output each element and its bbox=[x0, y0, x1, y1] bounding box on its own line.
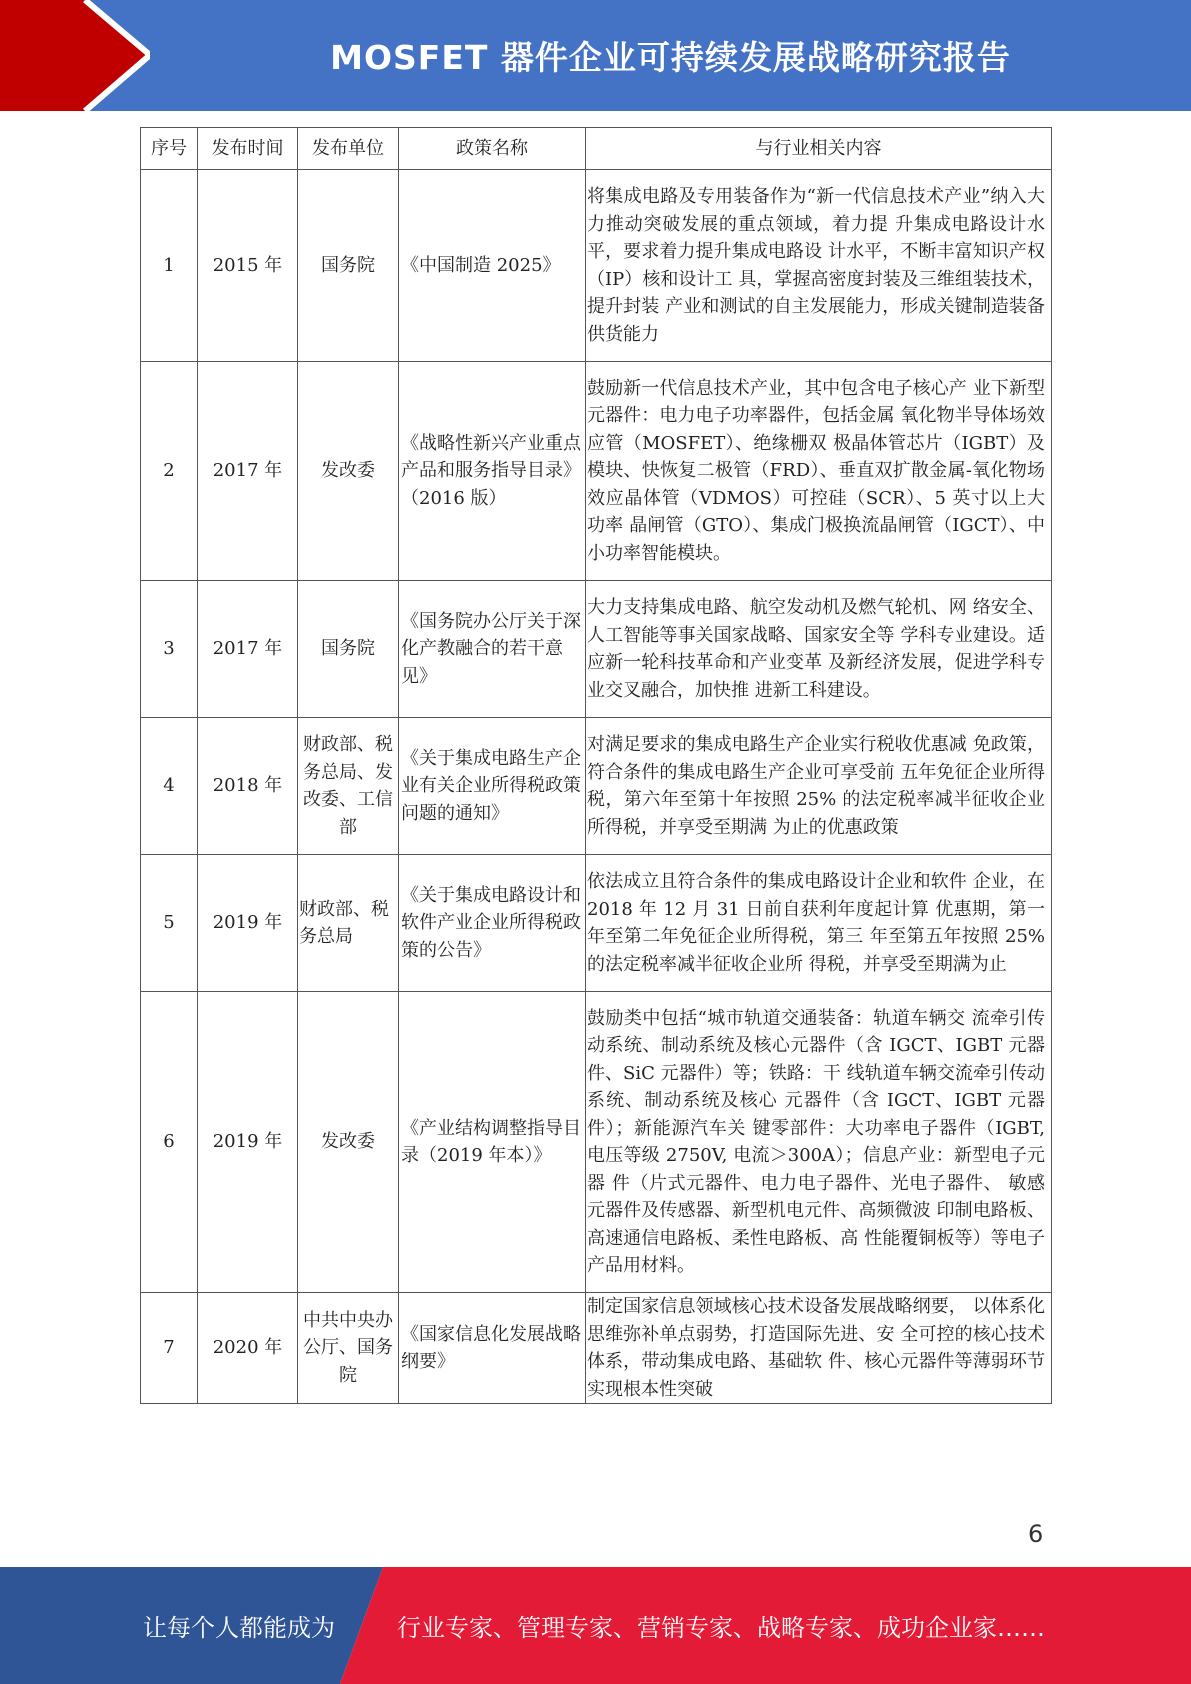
footer-banner bbox=[0, 1567, 1191, 1684]
table-row bbox=[141, 718, 1052, 855]
release-date: 2019 年 bbox=[198, 855, 298, 992]
related-content: 将集成电路及专用装备作为“新一代信息技术产业”纳入大力推动突破发展的重点领域，着力提 升集成电路设计水平，要求着力提升集成电路设 计水平，不断丰富知识产权（IP）核和设计工 具，掌握高密度封装及三维组装技术，提升封装 产业和测试的自主发展能力，形成关键制造装备 供货能力 bbox=[586, 170, 1052, 362]
page-number: 6 bbox=[1028, 1520, 1044, 1548]
release-date: 2015 年 bbox=[198, 170, 298, 362]
row-number: 3 bbox=[141, 581, 198, 718]
header-banner bbox=[0, 0, 1191, 111]
row-number: 5 bbox=[141, 855, 198, 992]
release-date: 2019 年 bbox=[198, 992, 298, 1293]
policy-name: 《中国制造 2025》 bbox=[399, 170, 586, 362]
column-header-date: 发布时间 bbox=[198, 128, 298, 170]
related-content: 大力支持集成电路、航空发动机及燃气轮机、网 络安全、人工智能等事关国家战略、国家安全等 学科专业建设。适应新一轮科技革命和产业变革 及新经济发展，促进学科专业交叉融合，加快推 进新工科建设。 bbox=[586, 581, 1052, 718]
column-header-policy-name: 政策名称 bbox=[399, 128, 586, 170]
issuing-unit: 国务院 bbox=[298, 170, 399, 362]
issuing-unit: 中共中央办公厅、国务院 bbox=[298, 1293, 399, 1404]
policy-name: 《国务院办公厅关于深化产教融合的若干意见》 bbox=[399, 581, 586, 718]
column-header-unit: 发布单位 bbox=[298, 128, 399, 170]
policy-name: 《关于集成电路生产企业有关企业所得税政策问题的通知》 bbox=[399, 718, 586, 855]
header-arrow-decoration bbox=[0, 0, 150, 111]
policy-name: 《关于集成电路设计和软件产业企业所得税政策的公告》 bbox=[399, 855, 586, 992]
related-content: 制定国家信息领域核心技术设备发展战略纲要， 以体系化思维弥补单点弱势，打造国际先进、安 全可控的核心技术体系，带动集成电路、基础软 件、核心元器件等薄弱环节实现根本性突破 bbox=[586, 1293, 1052, 1404]
table-header-row bbox=[141, 128, 1052, 170]
footer-slogan-left: 让每个人都能成为 bbox=[143, 1614, 335, 1642]
table-row bbox=[141, 855, 1052, 992]
row-number: 1 bbox=[141, 170, 198, 362]
release-date: 2017 年 bbox=[198, 581, 298, 718]
issuing-unit: 财政部、税务总局、发改委、工信部 bbox=[298, 718, 399, 855]
related-content: 依法成立且符合条件的集成电路设计企业和软件 企业，在 2018 年 12 月 31 日前自获利年度起计算 优惠期，第一年至第二年免征企业所得税，第三 年至第五年按照 25%的法定税率减半征收企业所 得税，并享受至期满为止 bbox=[586, 855, 1052, 992]
policy-table bbox=[140, 127, 1052, 1404]
page-title: MOSFET 器件企业可持续发展战略研究报告 bbox=[330, 38, 1011, 77]
policy-name: 《产业结构调整指导目录（2019 年本）》 bbox=[399, 992, 586, 1293]
related-content: 鼓励新一代信息技术产业，其中包含电子核心产 业下新型元器件：电力电子功率器件，包括金属 氧化物半导体场效应管（MOSFET）、绝缘栅双 极晶体管芯片（IGBT）及模块、快恢复二极管（FRD）、垂直双扩散金属-氧化物场效应晶体管（VDMOS）可控硅（SCR）、5 英寸以上大功率 晶闸管（GTO）、集成门极换流晶闸管（IGCT）、中小功率智能模块。 bbox=[586, 362, 1052, 581]
policy-name: 《国家信息化发展战略纲要》 bbox=[399, 1293, 586, 1404]
table-row bbox=[141, 992, 1052, 1293]
issuing-unit: 发改委 bbox=[298, 362, 399, 581]
row-number: 2 bbox=[141, 362, 198, 581]
related-content: 鼓励类中包括“城市轨道交通装备：轨道车辆交 流牵引传动系统、制动系统及核心元器件（含 IGCT、IGBT 元器件、SiC 元器件）等；铁路：干 线轨道车辆交流牵引传动系统、制动系统及核心 元器件（含 IGCT、IGBT 元器件）；新能源汽车关 键零部件：大功率电子器件（IGBT, 电压等级 2750V, 电流＞300A）；信息产业：新型电子元器 件（片式元器件、电力电子器件、光电子器件、 敏感元器件及传感器、新型机电元件、高频微波 印制电路板、高速通信电路板、柔性电路板、高 性能覆铜板等）等电子产品用材料。 bbox=[586, 992, 1052, 1293]
release-date: 2020 年 bbox=[198, 1293, 298, 1404]
table-row bbox=[141, 170, 1052, 362]
release-date: 2017 年 bbox=[198, 362, 298, 581]
policy-name: 《战略性新兴产业重点产品和服务指导目录》（2016 版） bbox=[399, 362, 586, 581]
column-header-content: 与行业相关内容 bbox=[586, 128, 1052, 170]
table-row bbox=[141, 581, 1052, 718]
issuing-unit: 国务院 bbox=[298, 581, 399, 718]
related-content: 对满足要求的集成电路生产企业实行税收优惠减 免政策，符合条件的集成电路生产企业可享受前 五年免征企业所得税，第六年至第十年按照 25% 的法定税率减半征收企业所得税，并享受至期满 为止的优惠政策 bbox=[586, 718, 1052, 855]
issuing-unit: 财政部、税务总局 bbox=[298, 855, 399, 992]
row-number: 6 bbox=[141, 992, 198, 1293]
release-date: 2018 年 bbox=[198, 718, 298, 855]
table-row bbox=[141, 362, 1052, 581]
row-number: 4 bbox=[141, 718, 198, 855]
table-row bbox=[141, 1293, 1052, 1404]
issuing-unit: 发改委 bbox=[298, 992, 399, 1293]
row-number: 7 bbox=[141, 1293, 198, 1404]
footer-slogan-right: 行业专家、管理专家、营销专家、战略专家、成功企业家…… bbox=[397, 1614, 1045, 1642]
column-header-no: 序号 bbox=[141, 128, 198, 170]
